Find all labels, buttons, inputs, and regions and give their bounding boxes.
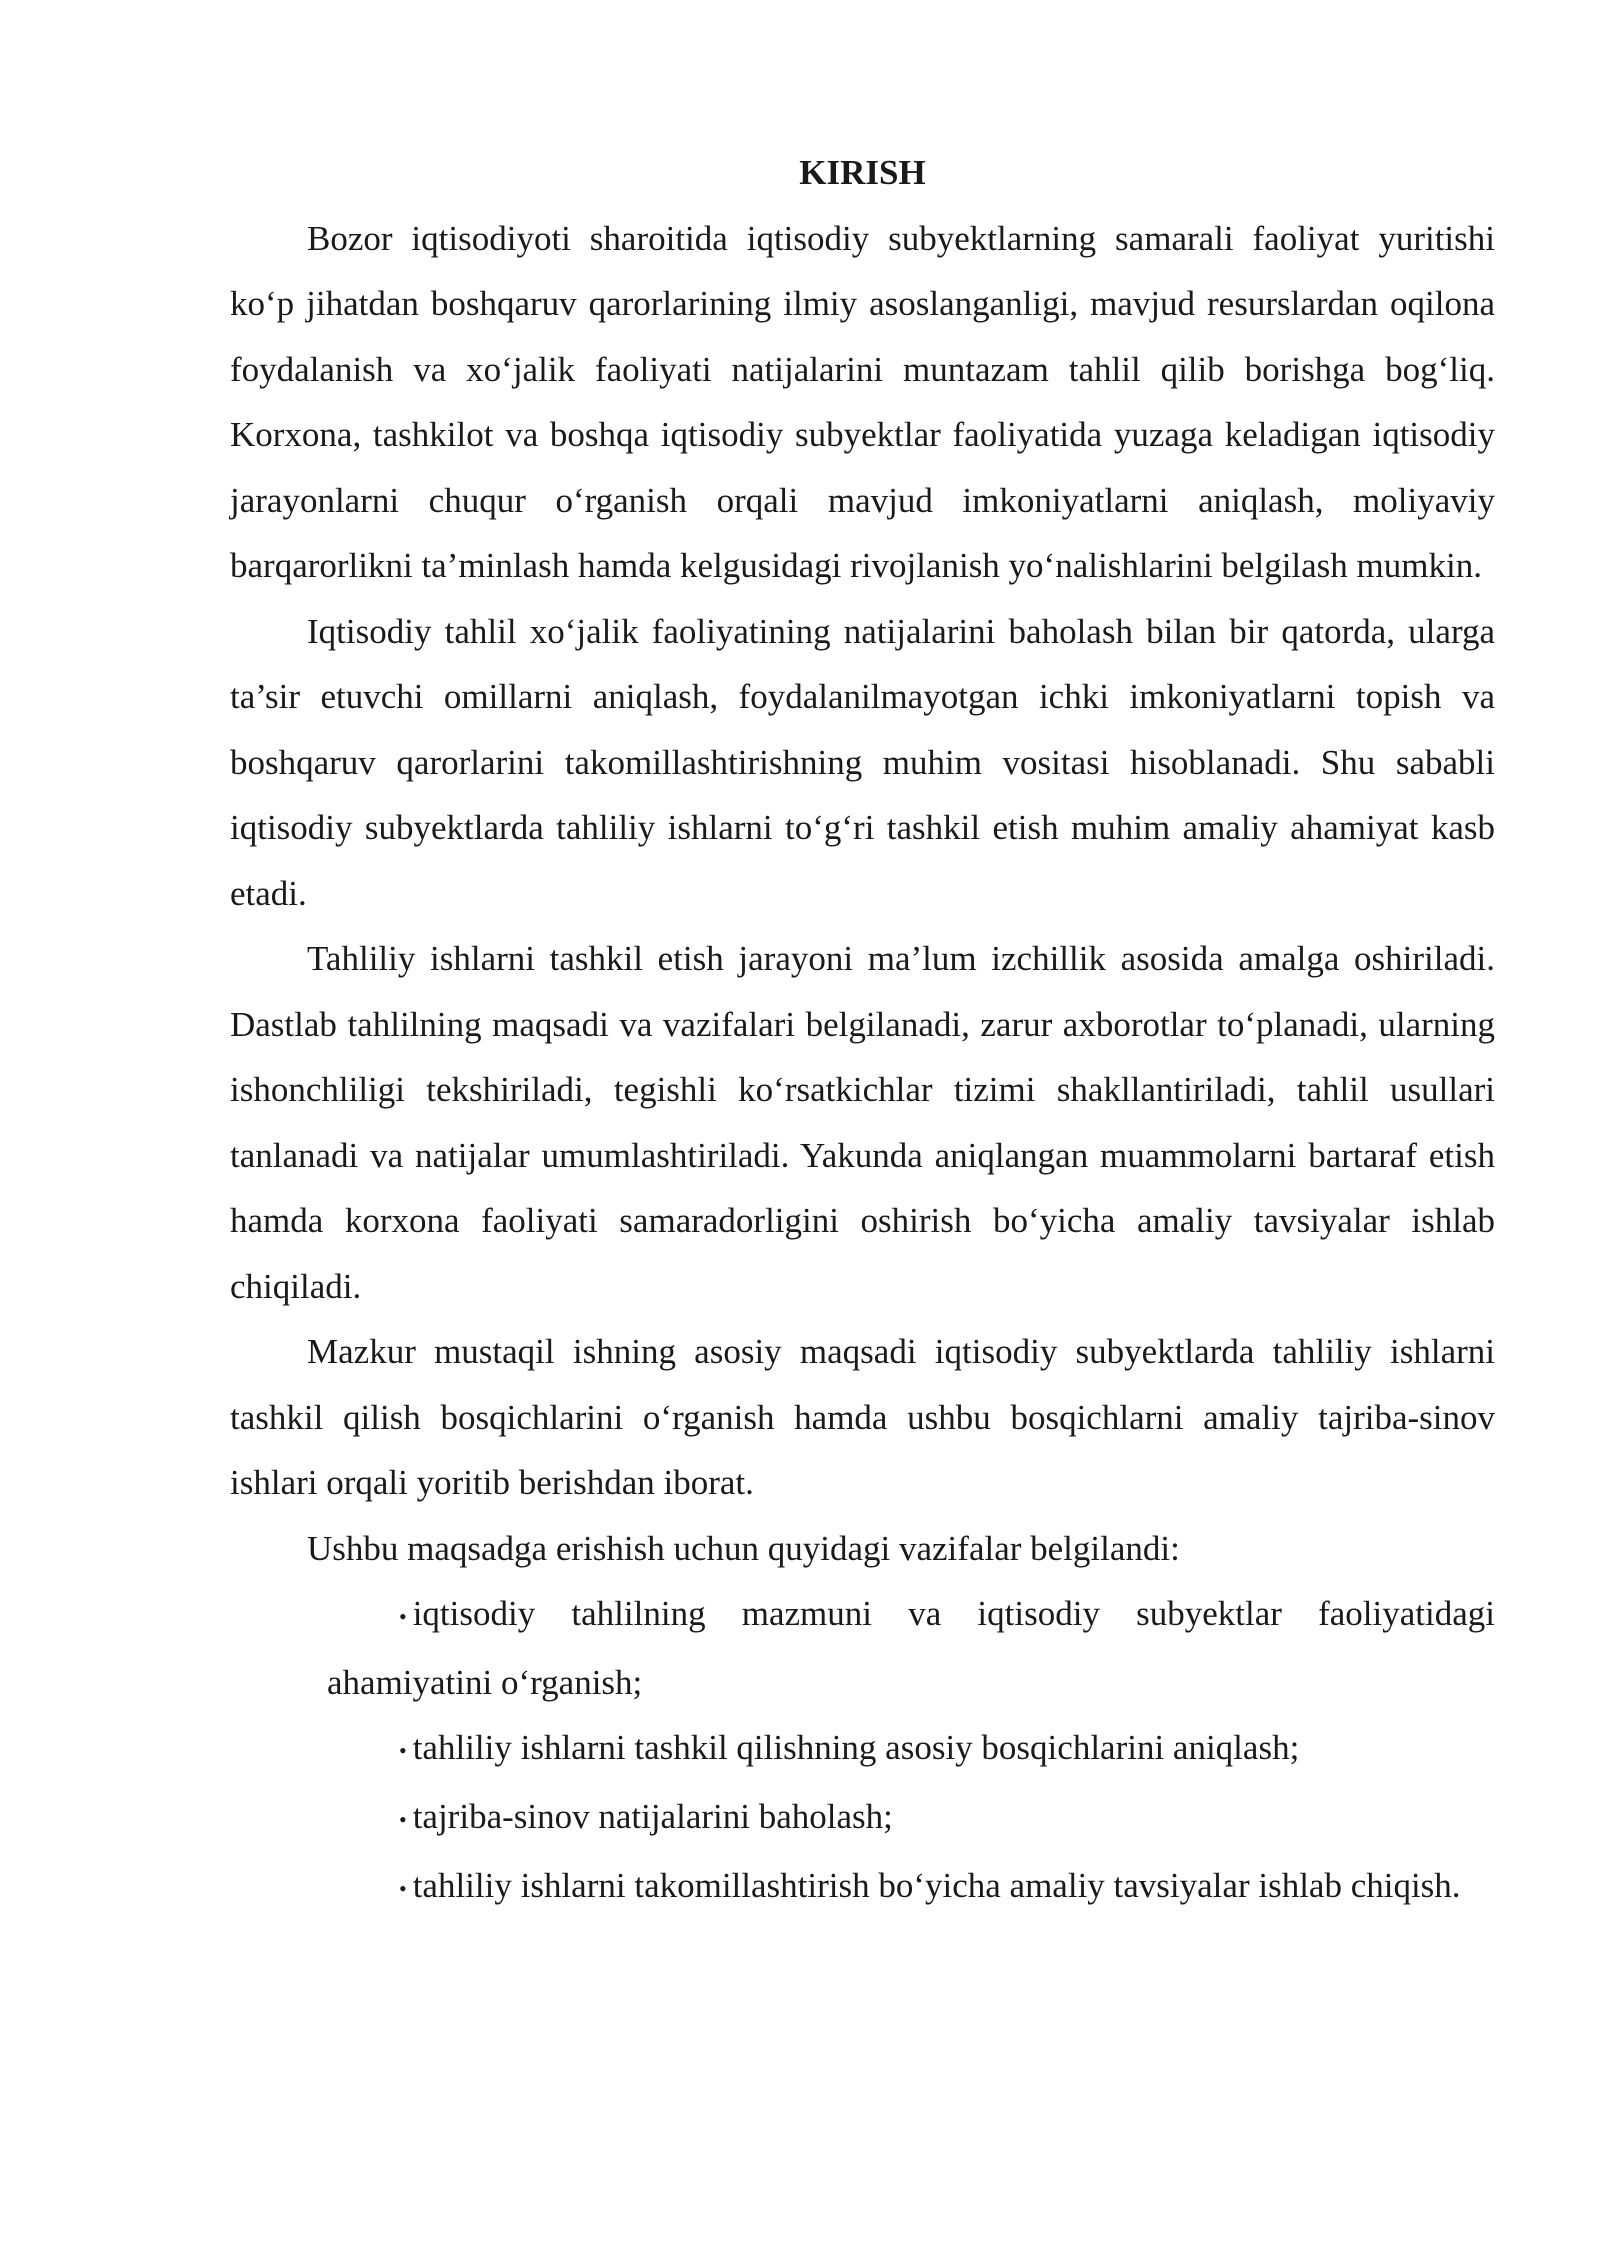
paragraph-tasks-intro: Ushbu maqsadga erishish uchun quyidagi vazifalar belgilandi: (307, 1528, 1180, 1568)
bullet-icon: • (399, 1807, 407, 1833)
task-text: iqtisodiy tahlilning mazmuni va iqtisodiy subyektlar faoliyatidagi ahamiyatini o‘rganish; (327, 1594, 1495, 1702)
paragraph-goal: Mazkur mustaqil ishning asosiy maqsadi iqtisodiy subyektlarda tahliliy ishlarni tashkil qilish bosqichlarini o‘rganish hamda ushbu bosqichlarni amaliy tajriba-sinov ishlari orqali yoritib berishdan iborat. (230, 1332, 1495, 1502)
bullet-icon: • (399, 1875, 407, 1901)
list-item (327, 1853, 1495, 1922)
paragraph-intro: Bozor iqtisodiyoti sharoitida iqtisodiy subyektlarning samarali faoliyat yuritishi ko‘p jihatdan boshqaruv qarorlarining ilmiy asoslanganligi, mavjud resurslardan oqilona foydalanish va xo‘jalik faoliyati natijalarini muntazam tahlil qilib borishga bog‘liq. Korxona, tashkilot va boshqa iqtisodiy subyektlar faoliyatida yuzaga keladigan iqtisodiy jarayonlarni chuqur o‘rganish orqali mavjud imkoniyatlarni aniqlash, moliyaviy barqarorlikni ta’minlash hamda kelgusidagi rivojlanish yo‘nalishlarini belgilash mumkin. (230, 218, 1495, 585)
list-item (327, 1784, 1495, 1853)
task-list (230, 1581, 1495, 1921)
list-item (327, 1715, 1495, 1784)
document-page (230, 140, 1495, 1921)
paragraph-analysis-process: Tahliliy ishlarni tashkil etish jarayoni ma’lum izchillik asosida amalga oshiriladi. Dastlab tahlilning maqsadi va vazifalari belgilanadi, zarur axborotlar to‘planadi, ularning ishonchliligi tekshiriladi, tegishli ko‘rsatkichlar tizimi shakllantiriladi, tahlil usullari tanlanadi va natijalar umumlashtiriladi. Yakunda aniqlangan muammolarni bartaraf etish hamda korxona faoliyati samaradorligini oshirish bo‘yicha amaliy tavsiyalar ishlab chiqiladi. (230, 939, 1495, 1306)
task-text: tajriba-sinov natijalarini baholash; (412, 1796, 893, 1836)
list-item (327, 1581, 1495, 1715)
bullet-icon: • (399, 1738, 407, 1764)
task-text: tahliliy ishlarni tashkil qilishning asosiy bosqichlarini aniqlash; (412, 1728, 1300, 1768)
task-text: tahliliy ishlarni takomillashtirish bo‘yicha amaliy tavsiyalar ishlab chiqish. (412, 1865, 1461, 1905)
page-title: KIRISH (799, 153, 926, 192)
paragraph-economic-analysis: Iqtisodiy tahlil xo‘jalik faoliyatining natijalarini baholash bilan bir qatorda, ularga ta’sir etuvchi omillarni aniqlash, foydalanilmayotgan ichki imkoniyatlarni topish va boshqaruv qarorlarini takomillashtirishning muhim vositasi hisoblanadi. Shu sababli iqtisodiy subyektlarda tahliliy ishlarni to‘g‘ri tashkil etish muhim amaliy ahamiyat kasb etadi. (230, 611, 1495, 913)
bullet-icon: • (399, 1604, 407, 1630)
